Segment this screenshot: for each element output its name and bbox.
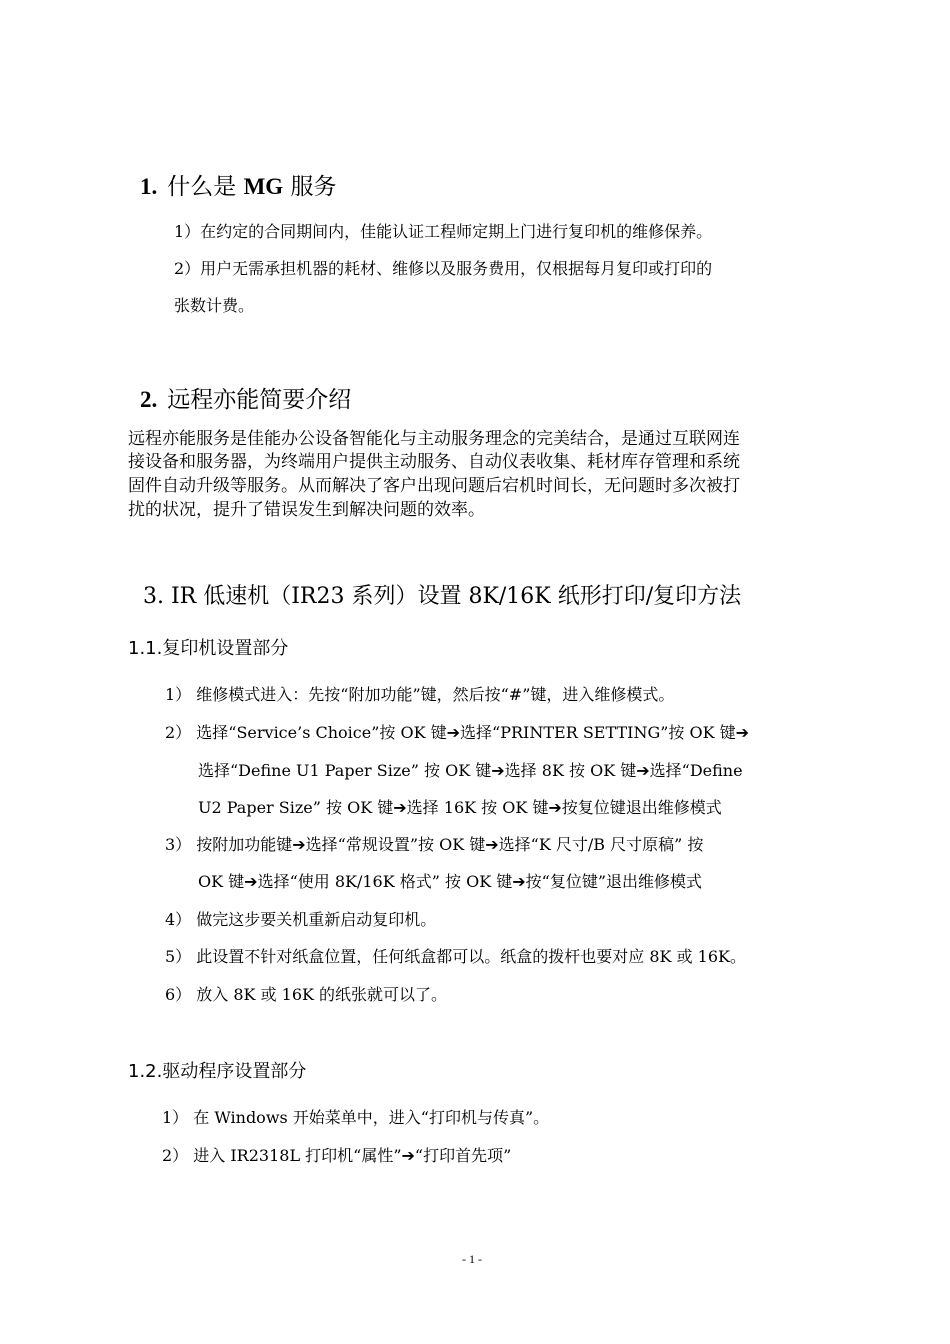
s3-1-step-1: 1） 维修模式进入：先按“附加功能”键，然后按“#”键，进入维修模式。 bbox=[165, 685, 675, 704]
s2-para-line-3: 固件自动升级等服务。从而解决了客户出现问题后宕机时间长，无问题时多次被打 bbox=[128, 476, 740, 496]
s2-para-line-1: 远程亦能服务是佳能办公设备智能化与主动服务理念的完美结合，是通过互联网连 bbox=[128, 429, 740, 449]
s1-item-1: 1）在约定的合同期间内，佳能认证工程师定期上门进行复印机的维修保养。 bbox=[174, 222, 713, 241]
section-1-heading bbox=[140, 168, 336, 201]
section-1-title-suffix: 服务 bbox=[290, 174, 337, 200]
section-3-heading: 3. IR 低速机（IR23 系列）设置 8K/16K 纸形打印/复印方法 bbox=[143, 584, 742, 609]
s3-1-step-2-cont-a: 选择“Define U1 Paper Size” 按 OK 键➔选择 8K 按 OK 键➔选择“Define bbox=[198, 761, 743, 780]
section-2-title: 远程亦能简要介绍 bbox=[167, 387, 352, 413]
section-1-number: 1. bbox=[140, 174, 158, 199]
subsection-1-1-heading: 1.1.复印机设置部分 bbox=[128, 638, 289, 659]
s3-1-step-4: 4） 做完这步要关机重新启动复印机。 bbox=[165, 910, 437, 929]
section-2-heading bbox=[140, 381, 351, 414]
s1-item-2: 2）用户无需承担机器的耗材、维修以及服务费用，仅根据每月复印或打印的 bbox=[174, 259, 713, 278]
s1-item-2-cont: 张数计费。 bbox=[174, 296, 255, 315]
s3-1-step-3: 3） 按附加功能键➔选择“常规设置”按 OK 键➔选择“K 尺寸/B 尺寸原稿” 按 bbox=[165, 835, 704, 854]
section-2-number: 2. bbox=[140, 387, 158, 412]
s3-2-step-1: 1） 在 Windows 开始菜单中，进入“打印机与传真”。 bbox=[162, 1108, 550, 1127]
s3-2-step-2: 2） 进入 IR2318L 打印机“属性”➔“打印首先项” bbox=[162, 1146, 512, 1165]
s2-para-line-2: 接设备和服务器，为终端用户提供主动服务、自动仪表收集、耗材库存管理和系统 bbox=[128, 452, 740, 472]
s3-1-step-5: 5） 此设置不针对纸盒位置，任何纸盒都可以。纸盒的拨杆也要对应 8K 或 16K。 bbox=[165, 947, 746, 966]
page-number: - 1 - bbox=[462, 1252, 482, 1266]
s3-1-step-2-cont-b: U2 Paper Size” 按 OK 键➔选择 16K 按 OK 键➔按复位键退出维修模式 bbox=[198, 798, 722, 817]
s3-1-step-6: 6） 放入 8K 或 16K 的纸张就可以了。 bbox=[165, 985, 448, 1004]
s3-1-step-2: 2） 选择“Service’s Choice”按 OK 键➔选择“PRINTER SETTING”按 OK 键➔ bbox=[165, 723, 750, 742]
section-1-title-prefix: 什么是 bbox=[167, 174, 237, 200]
s3-1-step-3-cont: OK 键➔选择“使用 8K/16K 格式” 按 OK 键➔按“复位键”退出维修模式 bbox=[198, 872, 703, 891]
section-1-title-brand: MG bbox=[243, 174, 284, 199]
subsection-1-2-heading: 1.2.驱动程序设置部分 bbox=[128, 1061, 307, 1082]
s2-para-line-4: 扰的状况，提升了错误发生到解决问题的效率。 bbox=[128, 500, 485, 520]
